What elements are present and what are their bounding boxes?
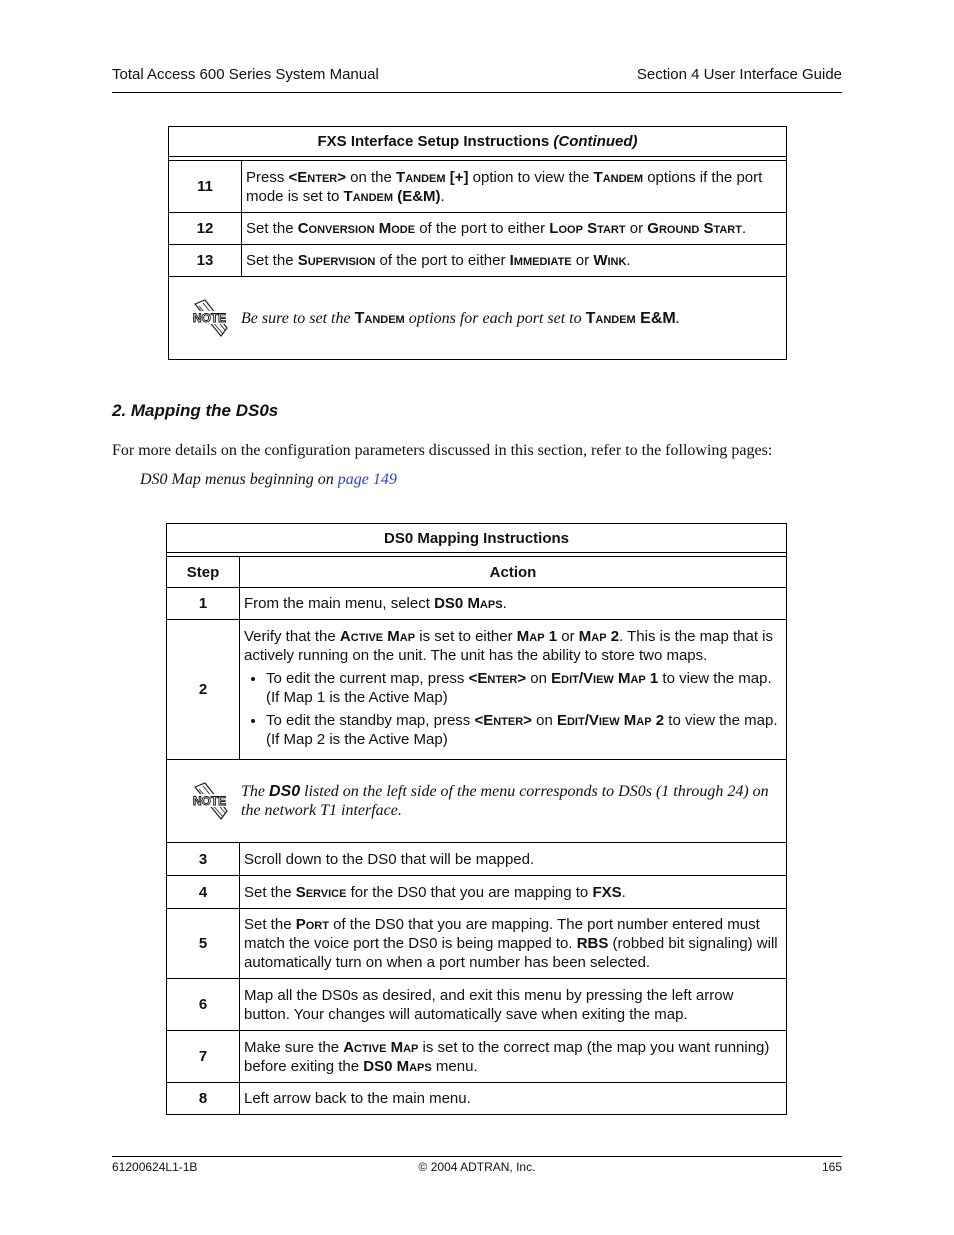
- menu-term: Ground Start: [647, 220, 742, 237]
- text-run: .: [626, 252, 631, 269]
- text-run: listed on the left side of the menu corresponds to DS0s (1 through 24) on the network T1 interface.: [241, 783, 769, 819]
- menu-term: Map: [578, 627, 607, 645]
- reference-text: DS0 Map menus beginning on: [140, 471, 338, 488]
- step-number: 3: [167, 843, 240, 876]
- menu-term: Tandem: [354, 309, 405, 327]
- note-content: [191, 298, 782, 338]
- text-run: From the main menu, select: [244, 595, 435, 612]
- text-run: of the DS0 that you are mapping. The port number entered must match the voice port the DS0 is being mapped to.: [244, 916, 760, 952]
- action-text: [244, 627, 782, 665]
- text-run: option to view the: [468, 168, 594, 186]
- bullet-item: [266, 711, 782, 749]
- step-action: [240, 909, 787, 979]
- menu-term: Immediate: [509, 252, 572, 269]
- table-row: [167, 1083, 787, 1115]
- step-action: [240, 1031, 787, 1083]
- text-run: on: [531, 711, 557, 729]
- bullet-list: [244, 669, 782, 749]
- text-run: or: [557, 627, 579, 645]
- step-action: [242, 161, 787, 213]
- column-header-step: Step: [167, 557, 240, 588]
- bold-term: >: [337, 168, 346, 186]
- step-action: [240, 979, 787, 1031]
- text-run: .: [741, 220, 747, 237]
- text-run: Set the: [244, 916, 296, 933]
- table-row: [167, 843, 787, 876]
- action-text: [244, 915, 782, 972]
- fxs-table-title-suffix: (Continued): [553, 133, 638, 150]
- menu-term: Edit/View Map: [556, 711, 652, 729]
- footer-page-number: 165: [821, 1160, 842, 1174]
- step-action: [240, 843, 787, 876]
- footer-doc-number: 61200624L1-1B: [112, 1160, 198, 1174]
- reference-line: [140, 471, 397, 489]
- bold-term: 2: [606, 627, 620, 645]
- bold-term: <: [288, 168, 298, 186]
- action-text: [244, 986, 782, 1024]
- ds0-table-title: DS0 Mapping Instructions: [167, 524, 787, 553]
- action-text: [244, 850, 782, 869]
- text-run: .: [440, 187, 445, 205]
- menu-term: Tandem: [585, 309, 636, 327]
- menu-term: Enter: [477, 669, 518, 687]
- text-run: Set the: [244, 883, 296, 901]
- text-run: . This is the map that is actively running on the unit. The unit has the ability to store two maps.: [244, 627, 774, 664]
- menu-term: Map: [516, 627, 545, 645]
- note-row: [167, 760, 787, 843]
- action-text: [244, 1038, 782, 1076]
- ds0-table-header-row: [167, 557, 787, 588]
- header-section-title: Section 4 User Interface Guide: [636, 66, 842, 83]
- bold-term: FXS: [592, 883, 622, 901]
- menu-term: Active Map: [339, 627, 416, 645]
- bullet-item: [266, 669, 782, 707]
- menu-term: Enter: [297, 168, 338, 186]
- footer-copyright: © 2004 ADTRAN, Inc.: [418, 1160, 536, 1174]
- text-run: Set the: [246, 252, 298, 269]
- text-run: Verify that the: [244, 627, 340, 645]
- text-run: Press: [246, 168, 289, 186]
- text-run: .: [502, 595, 507, 612]
- action-text: [244, 1089, 782, 1108]
- text-run: or: [625, 220, 648, 237]
- menu-term: Service: [295, 883, 347, 901]
- bold-term: [+]: [445, 168, 469, 186]
- text-run: or: [571, 252, 594, 269]
- step-action: [242, 213, 787, 245]
- note-content: [191, 781, 782, 821]
- text-run: Make sure the: [244, 1038, 344, 1056]
- text-run: menu.: [431, 1057, 478, 1075]
- table-row: [169, 161, 787, 213]
- note-cell: [167, 760, 787, 843]
- text-run: Left arrow back to the main menu.: [244, 1090, 471, 1107]
- note-row: [169, 277, 787, 360]
- step-number: 8: [167, 1083, 240, 1115]
- bold-term: 1: [544, 627, 558, 645]
- menu-term: Edit/View Map: [551, 669, 646, 687]
- menu-term: Port: [295, 916, 329, 933]
- text-run: on the: [346, 168, 397, 186]
- svg-text:NOTE: NOTE: [192, 794, 227, 808]
- table-row: [167, 620, 787, 760]
- fxs-table-title: FXS Interface Setup Instructions: [317, 133, 550, 150]
- ds0-table-title-row: [167, 524, 787, 553]
- bold-term: 2: [651, 711, 665, 729]
- step-number: 1: [167, 588, 240, 620]
- text-run: is set to either: [415, 627, 517, 645]
- bold-term: RBS: [576, 935, 609, 952]
- text-run: Set the: [246, 220, 298, 237]
- section-heading: 2. Mapping the DS0s: [112, 401, 279, 420]
- bold-term: DS0: [363, 1057, 397, 1075]
- text-run: Scroll down to the DS0 that will be mapped.: [244, 850, 535, 868]
- bold-term: >: [523, 711, 532, 729]
- menu-term: Wink: [593, 252, 627, 269]
- text-run: to view the map. (If Map 1 is the Active Map): [266, 669, 772, 706]
- bold-term: <: [468, 669, 478, 687]
- step-number: 5: [167, 909, 240, 979]
- step-action: [240, 1083, 787, 1115]
- note-icon: [191, 781, 229, 821]
- menu-term: Maps: [396, 1057, 432, 1075]
- step-number: 12: [169, 213, 242, 245]
- text-run: of the port to either: [415, 220, 550, 237]
- action-text: [244, 594, 782, 613]
- menu-term: Supervision: [297, 252, 376, 269]
- step-action: [240, 588, 787, 620]
- text-run: on: [526, 669, 552, 687]
- fxs-table-title-row: [169, 127, 787, 157]
- menu-term: Enter: [483, 711, 524, 729]
- fxs-table-title-cell: [169, 127, 787, 157]
- text-run: To edit the standby map, press: [266, 711, 475, 729]
- bold-term: DS0: [269, 783, 301, 800]
- table-row: [167, 588, 787, 620]
- bold-term: 1: [645, 669, 659, 687]
- bold-term: E&M: [635, 309, 676, 327]
- step-number: 2: [167, 620, 240, 760]
- menu-term: Maps: [467, 595, 503, 612]
- text-run: Map all the DS0s as desired, and exit this menu by pressing the left arrow button. Your changes will automatically save when exiting the map.: [244, 986, 734, 1023]
- step-number: 11: [169, 161, 242, 213]
- text-run: of the port to either: [375, 252, 510, 269]
- table-row: [167, 1031, 787, 1083]
- action-text: [244, 883, 782, 902]
- section-intro: For more details on the configuration parameters discussed in this section, refer to the following pages:: [112, 442, 773, 459]
- fxs-setup-table: [168, 126, 787, 360]
- header-rule: [112, 92, 842, 93]
- text-run: options for each port set to: [404, 309, 586, 327]
- table-row: [167, 876, 787, 909]
- text-run: .: [675, 309, 680, 327]
- table-row: [167, 909, 787, 979]
- text-run: To edit the current map, press: [266, 669, 469, 687]
- menu-term: Tandem: [343, 187, 394, 205]
- note-text: [241, 309, 680, 328]
- step-number: 7: [167, 1031, 240, 1083]
- step-action: [240, 876, 787, 909]
- footer-rule: [112, 1156, 842, 1157]
- menu-term: Conversion Mode: [297, 220, 416, 237]
- column-header-action: Action: [240, 557, 787, 588]
- ds0-mapping-table: [166, 523, 787, 1115]
- step-action: [240, 620, 787, 760]
- table-row: [169, 245, 787, 277]
- menu-term: Loop Start: [549, 220, 626, 237]
- text-run: (robbed bit signaling) will automatically turn on when a port number has been selected.: [244, 935, 778, 971]
- step-number: 13: [169, 245, 242, 277]
- text-run: options if the port mode is set to: [246, 168, 763, 205]
- note-cell: [169, 277, 787, 360]
- text-run: .: [621, 883, 626, 901]
- text-run: to view the map. (If Map 2 is the Active Map): [266, 711, 778, 748]
- step-action: [242, 245, 787, 277]
- page-149-link[interactable]: page 149: [337, 471, 397, 488]
- step-number: 4: [167, 876, 240, 909]
- svg-text:NOTE: NOTE: [192, 311, 227, 325]
- bold-term: <: [474, 711, 484, 729]
- text-run: is set to the correct map (the map you want running) before exiting the: [244, 1038, 770, 1075]
- step-number: 6: [167, 979, 240, 1031]
- table-row: [169, 213, 787, 245]
- bold-term: (E&M): [393, 187, 441, 205]
- note-text: [241, 782, 782, 820]
- text-run: Be sure to set the: [241, 309, 355, 327]
- header-manual-title: Total Access 600 Series System Manual: [112, 66, 379, 83]
- note-icon: [191, 298, 229, 338]
- menu-term: Tandem: [593, 168, 644, 186]
- bold-term: DS0: [434, 595, 468, 612]
- text-run: The: [241, 783, 269, 800]
- table-row: [167, 979, 787, 1031]
- bold-term: >: [517, 669, 527, 687]
- menu-term: Active Map: [343, 1038, 419, 1056]
- text-run: for the DS0 that you are mapping to: [346, 883, 593, 901]
- menu-term: Tandem: [396, 168, 446, 186]
